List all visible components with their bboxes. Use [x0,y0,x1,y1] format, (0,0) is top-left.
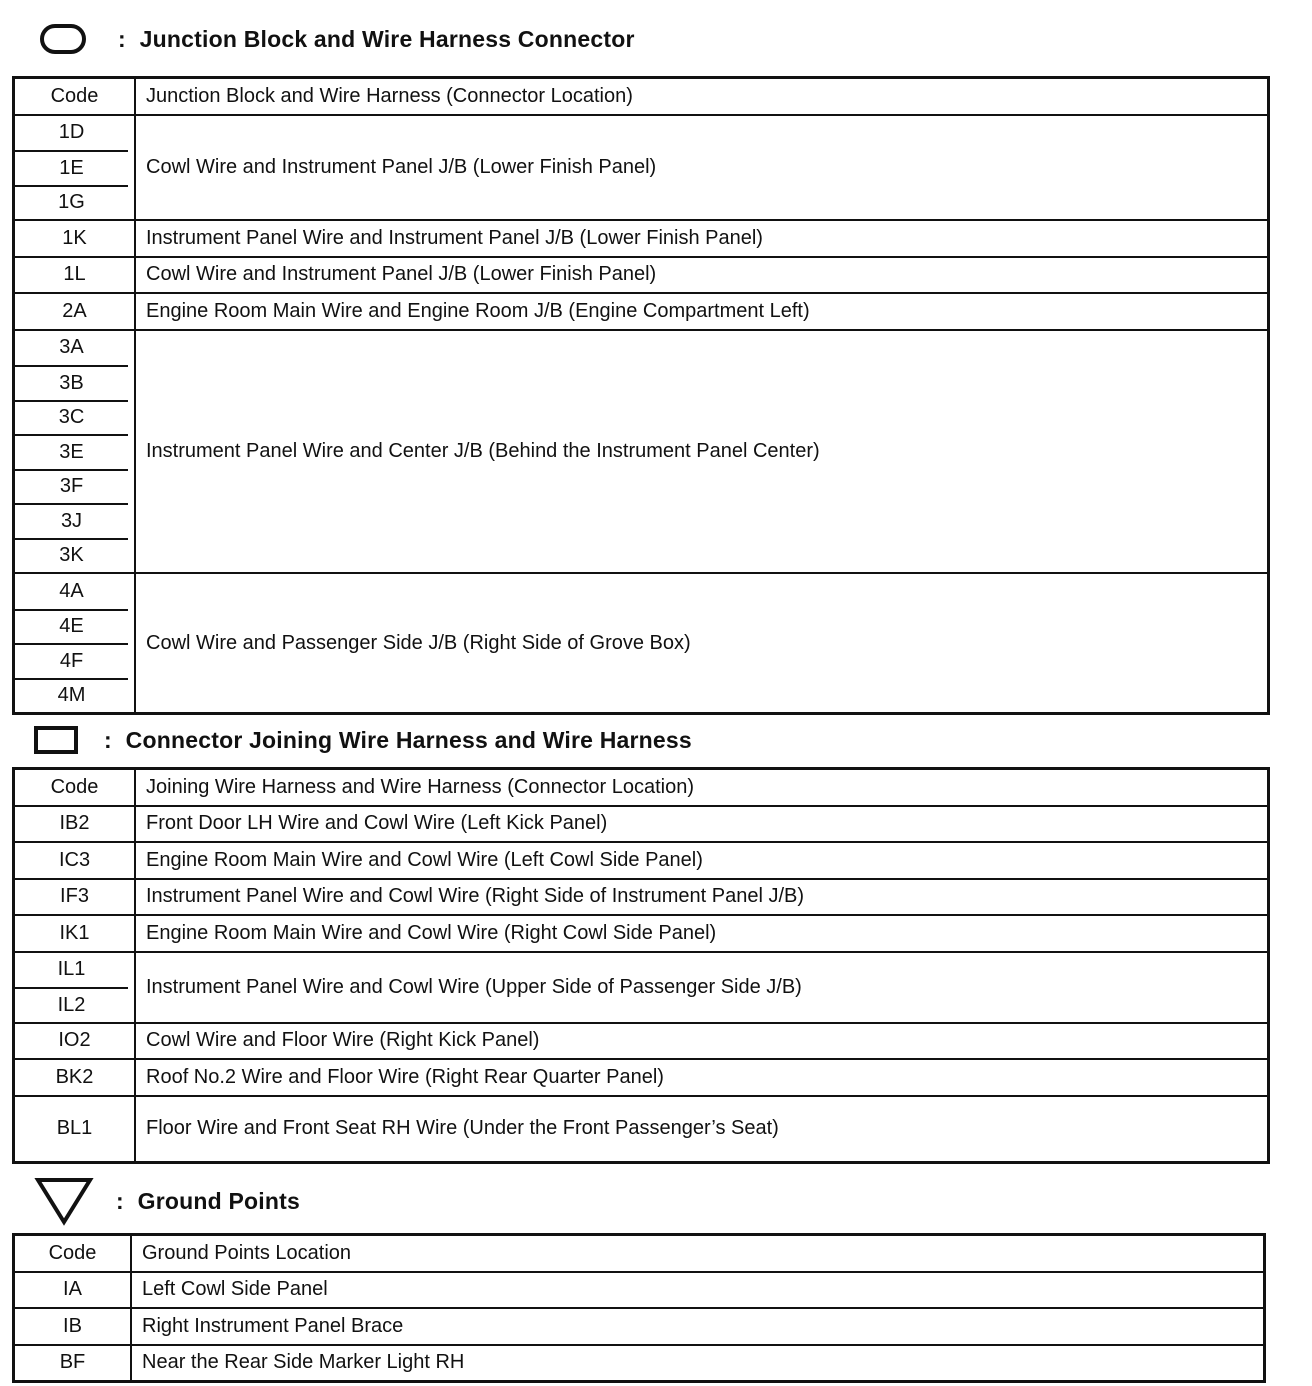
location-cell: Instrument Panel Wire and Instrument Panel J/B (Lower Finish Panel) [146,226,763,249]
table-row [15,329,1267,573]
colon: : [116,1187,124,1214]
table-row [15,951,1267,1022]
section-title: Ground Points [137,1187,300,1214]
code-column [15,258,136,293]
oval-icon [40,24,86,54]
table-header-row [15,1236,1263,1271]
table-row [15,292,1267,329]
location-cell: Instrument Panel Wire and Cowl Wire (Right Side of Instrument Panel J/B) [146,885,805,908]
code-column [15,1309,132,1344]
code-cell: BF [59,1351,86,1374]
code-cell: BL1 [56,1117,93,1139]
code-cell: IO2 [58,1029,91,1052]
location-cell: Left Cowl Side Panel [142,1278,328,1301]
column-header-location: Ground Points Location [142,1241,352,1264]
table-header-row [15,770,1267,805]
code-column [15,916,136,951]
table-row [15,114,1267,220]
code-cell: IB [63,1314,82,1337]
code-cell: BK2 [55,1065,94,1088]
code-cell: 3A [59,336,84,359]
section-3-heading [34,1176,300,1226]
code-cell: 1D [58,121,85,144]
location-cell: Roof No.2 Wire and Floor Wire (Right Rear Quarter Panel) [146,1065,664,1088]
code-column [15,1236,132,1271]
table-row [15,256,1267,293]
code-column [15,331,136,573]
table-row [15,1095,1267,1161]
table-row [15,1058,1267,1095]
code-cell: 1L [63,263,86,286]
code-column [15,953,136,1022]
location-cell: Front Door LH Wire and Cowl Wire (Left Kick Panel) [146,812,608,835]
section-1-heading [40,24,635,54]
code-cell: IA [63,1278,82,1301]
colon: : [104,726,112,753]
code-column [15,79,136,114]
code-column [15,770,136,805]
section-title: Connector Joining Wire Harness and Wire Harness [125,726,692,753]
location-cell: Cowl Wire and Floor Wire (Right Kick Panel) [146,1029,540,1052]
code-column [15,1273,132,1308]
column-header-code: Code [50,775,99,798]
code-cell: 4E [15,609,128,644]
column-header-code: Code [50,84,99,107]
location-cell: Near the Rear Side Marker Light RH [142,1351,465,1374]
location-cell: Cowl Wire and Instrument Panel J/B (Lower Finish Panel) [146,155,657,178]
table-row [15,805,1267,842]
code-cell: IB2 [59,812,90,835]
code-column [15,1097,136,1161]
table-row [15,219,1267,256]
code-cell: IL1 [57,958,86,981]
code-cell: 3B [15,365,128,400]
table-row [15,1344,1263,1381]
code-cell: 3F [15,469,128,504]
column-header-location: Joining Wire Harness and Wire Harness (Connector Location) [146,775,695,798]
code-column [15,1346,132,1381]
code-cell: 1K [62,226,87,249]
code-column [15,116,136,220]
code-column [15,880,136,915]
location-cell: Engine Room Main Wire and Cowl Wire (Left Cowl Side Panel) [146,848,703,871]
ground-points-table [12,1233,1266,1383]
triangle-down-icon [34,1176,94,1226]
code-column [15,221,136,256]
location-cell: Engine Room Main Wire and Cowl Wire (Right Cowl Side Panel) [146,921,717,944]
table-row [15,878,1267,915]
code-cell: 3C [15,400,128,435]
location-cell: Floor Wire and Front Seat RH Wire (Under the Front Passenger’s Seat) [146,1117,779,1139]
location-cell: Right Instrument Panel Brace [142,1314,404,1337]
table-row [15,1307,1263,1344]
location-cell: Engine Room Main Wire and Engine Room J/B (Engine Compartment Left) [146,299,810,322]
table-row [15,572,1267,712]
code-cell: 1G [15,185,128,220]
rectangle-icon [34,726,78,754]
code-cell: 4A [59,579,84,602]
code-column [15,843,136,878]
section-title: Junction Block and Wire Harness Connector [139,25,635,52]
table-row [15,1022,1267,1059]
code-cell: 1E [15,150,128,185]
location-cell: Instrument Panel Wire and Center J/B (Behind the Instrument Panel Center) [146,439,820,462]
column-header-code: Code [48,1241,97,1264]
code-cell: 2A [62,299,87,322]
code-column [15,294,136,329]
code-cell: 3K [15,538,128,573]
section-2-heading [34,726,692,754]
location-cell: Cowl Wire and Instrument Panel J/B (Lower Finish Panel) [146,263,657,286]
table-header-row [15,79,1267,114]
code-cell: IF3 [60,885,89,908]
code-cell: IK1 [59,921,90,944]
code-cell: IC3 [58,848,91,871]
code-cell: 4M [15,678,128,713]
code-column [15,1060,136,1095]
code-column [15,1024,136,1059]
table-row [15,1271,1263,1308]
code-cell: 3J [15,503,128,538]
table-row [15,914,1267,951]
colon: : [118,25,126,52]
location-cell: Cowl Wire and Passenger Side J/B (Right Side of Grove Box) [146,631,691,654]
connector-joining-table [12,767,1270,1164]
code-column [15,574,136,712]
code-cell: 4F [15,643,128,678]
location-cell: Instrument Panel Wire and Cowl Wire (Upper Side of Passenger Side J/B) [146,975,802,998]
code-cell: IL2 [15,987,128,1022]
code-column [15,807,136,842]
junction-block-table [12,76,1270,715]
table-row [15,841,1267,878]
code-cell: 3E [15,434,128,469]
column-header-location: Junction Block and Wire Harness (Connector Location) [146,84,633,107]
